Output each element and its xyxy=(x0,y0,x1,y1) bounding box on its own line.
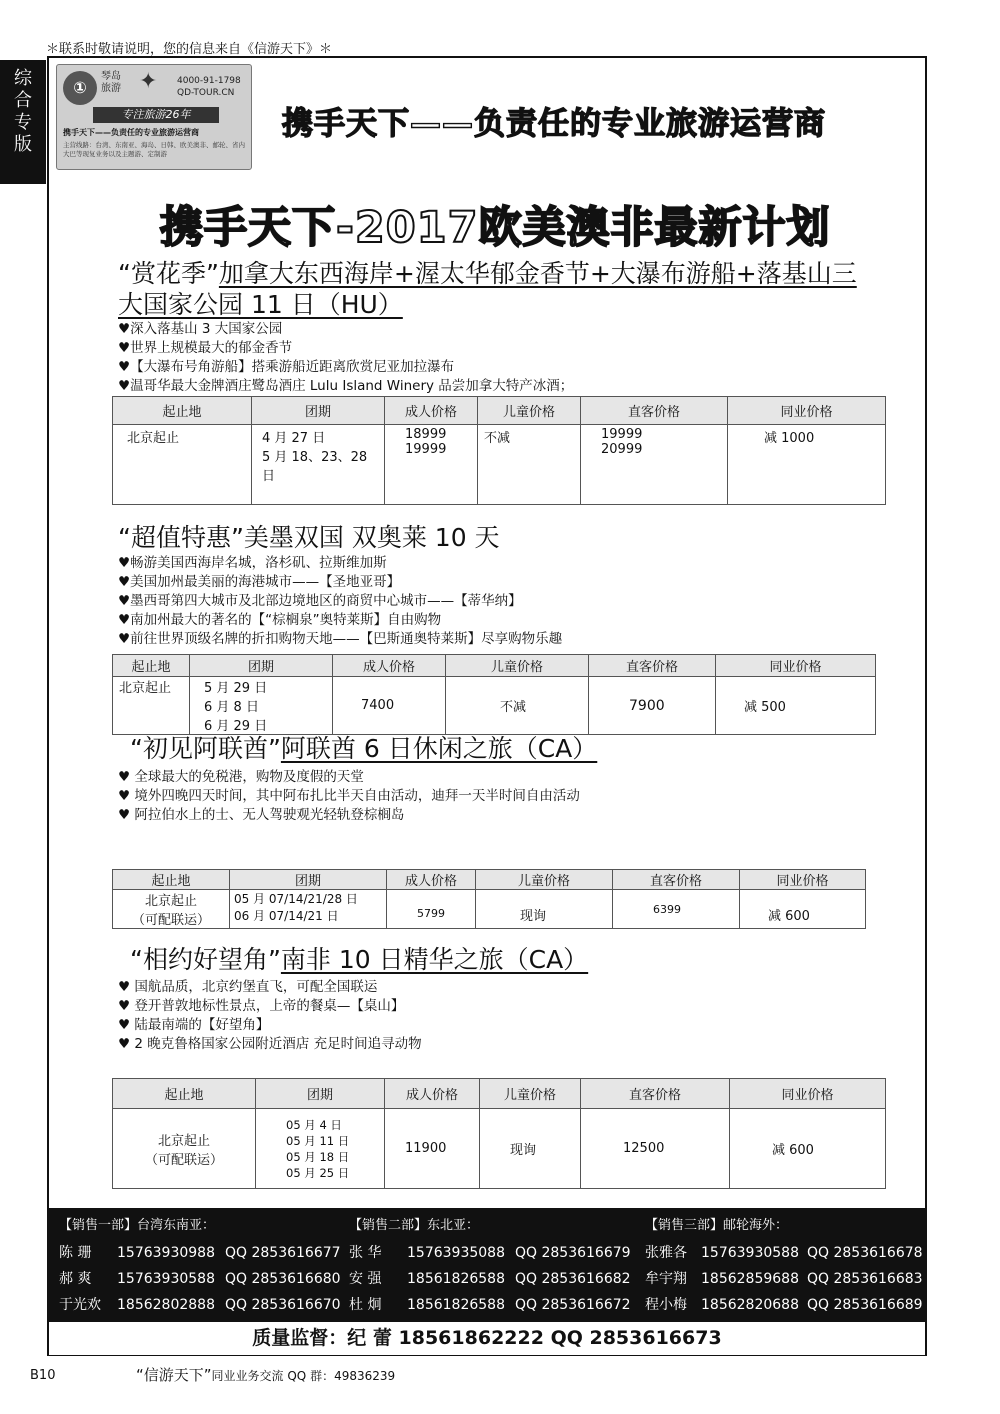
date-line: 05 月 11 日 xyxy=(286,1133,350,1148)
contact-row xyxy=(349,1242,631,1262)
cell-origin xyxy=(113,1109,256,1189)
date-line: 05 月 4 日 xyxy=(286,1117,342,1132)
cell-adult: 11900 xyxy=(385,1109,480,1189)
bullet-item: ♥世界上规模最大的郁金香节 xyxy=(118,340,293,356)
logo-slogan: 携手天下——负责任的专业旅游运营商 xyxy=(63,128,199,137)
table-header: 同业价格 xyxy=(730,1079,886,1109)
title-quote: “赏花季” xyxy=(118,259,219,288)
bullet-list xyxy=(118,320,573,396)
price-line: 20999 xyxy=(601,442,643,457)
bottom-note xyxy=(136,1364,395,1385)
side-tab-char: 版 xyxy=(14,134,32,155)
bullet-item: ♥畅游美国西海岸名城，洛杉矶、拉斯维加斯 xyxy=(118,555,387,571)
table-header: 直客价格 xyxy=(581,397,728,425)
origin-line: （可配联运） xyxy=(144,1152,223,1168)
bullet-item: ♥前往世界顶级名牌的折扣购物天地——【巴斯通奥特莱斯】尽享购物乐趣 xyxy=(118,631,563,647)
side-tab-char: 专 xyxy=(14,112,32,133)
cell-child: 不减 xyxy=(478,425,581,505)
date-line: 05 月 18 日 xyxy=(286,1149,350,1164)
contact-qq: QQ 2853616678 xyxy=(807,1245,923,1261)
table-header: 团期 xyxy=(230,870,387,890)
date-line: 4 月 27 日 xyxy=(262,431,326,446)
date-line: 6 月 29 日 xyxy=(204,719,268,734)
price-table xyxy=(112,1078,886,1189)
contact-row xyxy=(349,1268,631,1288)
price-table xyxy=(112,869,866,929)
table-header: 成人价格 xyxy=(385,397,478,425)
company-logo xyxy=(56,64,252,170)
contact-row xyxy=(349,1294,631,1314)
title-rest: 大国家公园 11 日（HU） xyxy=(118,290,403,319)
bullet-list xyxy=(118,768,580,825)
section-title xyxy=(118,258,857,289)
logo-contact xyxy=(177,75,241,99)
contact-phone: 18562802888 xyxy=(117,1297,215,1313)
origin-line: 北京起止 xyxy=(144,894,197,909)
contact-row xyxy=(59,1294,341,1314)
contact-phone: 15763935088 xyxy=(407,1245,505,1261)
top-note: ＊联系时敬请说明，您的信息来自《信游天下》＊ xyxy=(46,42,333,57)
contact-qq: QQ 2853616672 xyxy=(515,1297,631,1313)
title-rest: 美墨双国 双奥莱 10 天 xyxy=(243,523,500,552)
title-rest: 加拿大东西海岸+渥太华郁金香节+大瀑布游船+落基山三 xyxy=(218,259,857,288)
bottom-note-brand: “信游天下” xyxy=(136,1366,212,1384)
table-header: 直客价格 xyxy=(581,1079,730,1109)
bullet-item: ♥ 2 晚克鲁格国家公园附近酒店 充足时间追寻动物 xyxy=(118,1036,422,1052)
logo-brand-line: 旅游 xyxy=(101,83,121,94)
bullet-list xyxy=(118,554,562,649)
title-quote: “初见阿联酋” xyxy=(130,734,281,763)
deer-icon: ✦ xyxy=(139,69,158,94)
bottom-note-qq: 同业业务交流 QQ 群：49836239 xyxy=(211,1369,396,1383)
contact-row xyxy=(645,1294,923,1314)
sales-group-title: 【销售一部】台湾东南亚： xyxy=(59,1218,216,1233)
date-line: 05 月 25 日 xyxy=(286,1165,350,1180)
table-header: 团期 xyxy=(190,655,333,677)
cell-child: 现询 xyxy=(476,890,613,929)
logo-website: QD-TOUR.CN xyxy=(177,88,235,98)
table-header: 同业价格 xyxy=(716,655,876,677)
contact-phone: 18562859688 xyxy=(701,1271,799,1287)
table-row xyxy=(113,890,866,929)
table-header: 儿童价格 xyxy=(446,655,589,677)
table-header: 团期 xyxy=(252,397,385,425)
contact-qq: QQ 2853616680 xyxy=(225,1271,341,1287)
cell-adult: 7400 xyxy=(333,677,446,735)
table-header: 起止地 xyxy=(113,655,190,677)
contact-phone: 15763930588 xyxy=(117,1271,215,1287)
cell-origin: 北京起止 xyxy=(113,425,252,505)
page-number: B10 xyxy=(30,1368,56,1383)
cell-trade: 减 1000 xyxy=(728,425,886,505)
bullet-item: ♥深入落基山 3 大国家公园 xyxy=(118,321,283,337)
cell-dates xyxy=(190,677,333,735)
contact-phone: 18562820688 xyxy=(701,1297,799,1313)
contact-name: 于光欢 xyxy=(59,1297,101,1313)
table-header: 起止地 xyxy=(113,1079,256,1109)
table-header: 成人价格 xyxy=(387,870,476,890)
date-line: 05 月 07/14/21/28 日 xyxy=(234,892,358,906)
contact-name: 牟宇翔 xyxy=(645,1271,687,1287)
table-header: 成人价格 xyxy=(385,1079,480,1109)
bullet-item: ♥ 阿拉伯水上的士、无人驾驶观光轻轨登棕榈岛 xyxy=(118,807,405,823)
table-header: 直客价格 xyxy=(613,870,740,890)
price-line: 19999 xyxy=(405,442,447,457)
contact-qq: QQ 2853616682 xyxy=(515,1271,631,1287)
logo-phone: 4000-91-1798 xyxy=(177,76,241,86)
sales-group-title: 【销售三部】邮轮海外： xyxy=(645,1218,789,1233)
cell-dates xyxy=(230,890,387,929)
side-tab-char: 综 xyxy=(14,68,32,89)
origin-line: （可配联运） xyxy=(131,913,210,928)
cell-trade: 减 500 xyxy=(716,677,876,735)
logo-mark-icon: ① xyxy=(63,71,97,105)
contact-qq: QQ 2853616683 xyxy=(807,1271,923,1287)
contact-phone: 18561826588 xyxy=(407,1271,505,1287)
bullet-item: ♥ 境外四晚四天时间，其中阿布扎比半天自由活动，迪拜一天半时间自由活动 xyxy=(118,788,580,804)
bullet-item: ♥墨西哥第四大城市及北部边境地区的商贸中心城市——【蒂华纳】 xyxy=(118,593,522,609)
bullet-item: ♥【大瀑布号角游船】搭乘游船近距离欣赏尼亚加拉瀑布 xyxy=(118,359,455,375)
cell-trade: 减 600 xyxy=(740,890,866,929)
bullet-item: ♥ 全球最大的免税港，购物及度假的天堂 xyxy=(118,769,364,785)
contact-qq: QQ 2853616689 xyxy=(807,1297,923,1313)
table-header: 儿童价格 xyxy=(480,1079,581,1109)
contact-qq: QQ 2853616670 xyxy=(225,1297,341,1313)
table-header: 同业价格 xyxy=(728,397,886,425)
header-slogan: 携手天下——负责任的专业旅游运营商 xyxy=(282,106,826,142)
contact-row xyxy=(59,1268,341,1288)
logo-brand-line: 琴岛 xyxy=(101,71,121,82)
main-title: 携手天下-2017欧美澳非最新计划 xyxy=(160,203,831,253)
cell-origin xyxy=(113,890,230,929)
table-row xyxy=(113,1109,886,1189)
date-line: 5 月 18、23、28 xyxy=(262,450,368,465)
section-title xyxy=(118,522,500,553)
bullet-list xyxy=(118,978,422,1054)
contact-qq: QQ 2853616677 xyxy=(225,1245,341,1261)
price-table xyxy=(112,654,876,735)
date-line: 5 月 29 日 xyxy=(204,681,268,696)
contact-row xyxy=(645,1242,923,1262)
sales-group-title: 【销售二部】东北亚： xyxy=(349,1218,480,1233)
price-line: 19999 xyxy=(601,427,643,442)
date-line: 06 月 07/14/21 日 xyxy=(234,909,339,923)
table-header: 起止地 xyxy=(113,870,230,890)
table-header: 儿童价格 xyxy=(478,397,581,425)
contact-name: 杜 炯 xyxy=(349,1297,382,1313)
sales-contacts xyxy=(49,1208,925,1322)
table-header: 直客价格 xyxy=(589,655,716,677)
logo-lines: 主营线路：台湾、东南亚、海岛、日韩、欧美澳非、邮轮、省内大巴等现复业务以及主题游、定制游 xyxy=(63,141,245,158)
origin-line: 北京起止 xyxy=(157,1133,210,1149)
price-table xyxy=(112,396,886,505)
cell-direct xyxy=(581,425,728,505)
title-rest: 阿联酋 6 日休闲之旅（CA） xyxy=(280,734,598,763)
cell-origin: 北京起止 xyxy=(113,677,190,735)
cell-adult: 5799 xyxy=(387,890,476,929)
table-header: 儿童价格 xyxy=(476,870,613,890)
contact-phone: 15763930988 xyxy=(117,1245,215,1261)
cell-child: 不减 xyxy=(446,677,589,735)
contact-row xyxy=(59,1242,341,1262)
contact-qq: QQ 2853616679 xyxy=(515,1245,631,1261)
date-line: 日 xyxy=(262,469,276,484)
contact-name: 陈 珊 xyxy=(59,1245,92,1261)
table-row xyxy=(113,425,886,505)
table-header: 团期 xyxy=(256,1079,385,1109)
price-line: 18999 xyxy=(405,427,447,442)
table-row xyxy=(113,677,876,735)
bullet-item: ♥美国加州最美丽的海港城市——【圣地亚哥】 xyxy=(118,574,401,590)
cell-direct: 7900 xyxy=(589,677,716,735)
bullet-item: ♥温哥华最大金牌酒庄鹭岛酒庄 Lulu Island Winery 品尝加拿大特产冰酒； xyxy=(118,378,574,394)
bullet-item: ♥ 登开普敦地标性景点，上帝的餐桌—【桌山】 xyxy=(118,998,405,1014)
contact-name: 张 华 xyxy=(349,1245,382,1261)
section-title-line2 xyxy=(118,289,403,320)
contact-name: 程小梅 xyxy=(645,1297,687,1313)
table-header: 成人价格 xyxy=(333,655,446,677)
cell-dates xyxy=(252,425,385,505)
side-tab xyxy=(0,60,46,184)
side-tab-char: 合 xyxy=(14,90,32,111)
title-rest: 南非 10 日精华之旅（CA） xyxy=(280,945,589,974)
cell-direct: 6399 xyxy=(613,890,740,929)
bullet-item: ♥ 陆最南端的【好望角】 xyxy=(118,1017,270,1033)
contact-name: 郝 爽 xyxy=(59,1271,92,1287)
cell-adult xyxy=(385,425,478,505)
cell-child: 现询 xyxy=(480,1109,581,1189)
contact-phone: 18561826588 xyxy=(407,1297,505,1313)
cell-direct: 12500 xyxy=(581,1109,730,1189)
date-line: 6 月 8 日 xyxy=(204,700,259,715)
contact-row xyxy=(645,1268,923,1288)
logo-brand xyxy=(101,71,121,95)
bullet-item: ♥ 国航品质，北京约堡直飞，可配全国联运 xyxy=(118,979,378,995)
section-title xyxy=(130,733,597,764)
bullet-item: ♥南加州最大的著名的【“棕榈泉”奥特莱斯】自由购物 xyxy=(118,612,442,628)
cell-trade: 减 600 xyxy=(730,1109,886,1189)
cell-dates xyxy=(256,1109,385,1189)
contact-name: 张雅各 xyxy=(645,1245,687,1261)
table-header: 起止地 xyxy=(113,397,252,425)
contact-phone: 15763930588 xyxy=(701,1245,799,1261)
title-quote: “相约好望角” xyxy=(130,945,281,974)
logo-band: 专注旅游26年 xyxy=(93,107,219,123)
title-quote: “超值特惠” xyxy=(118,523,244,552)
table-header: 同业价格 xyxy=(740,870,866,890)
section-title xyxy=(130,944,588,975)
contact-name: 安 强 xyxy=(349,1271,382,1287)
quality-supervision: 质量监督：纪 蕾 18561862222 QQ 2853616673 xyxy=(49,1322,925,1355)
